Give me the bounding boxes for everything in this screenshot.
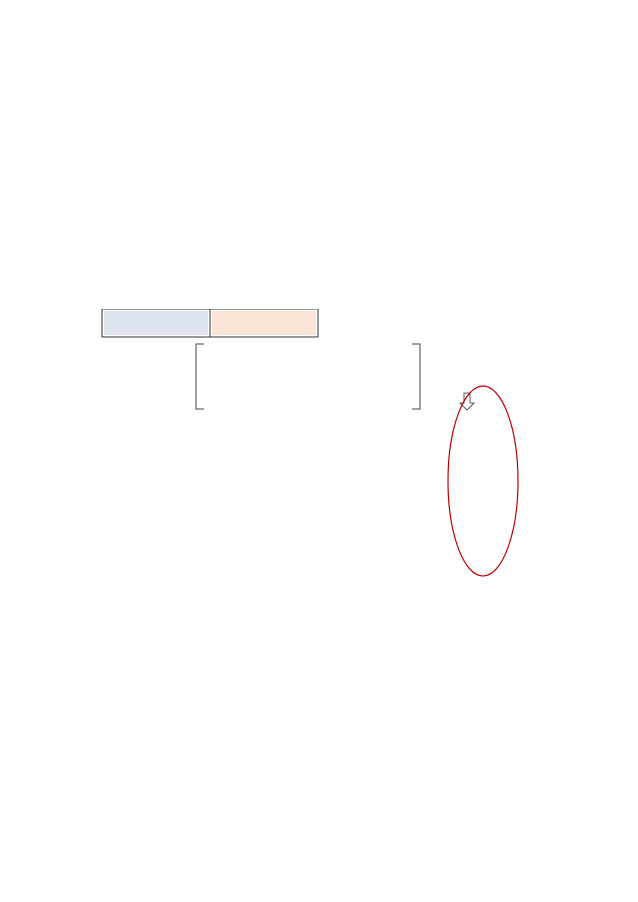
feedback-highlight-ellipse <box>448 386 518 576</box>
bracket-right <box>412 344 420 409</box>
bracket-left <box>196 344 204 409</box>
figure-2 <box>92 309 519 577</box>
